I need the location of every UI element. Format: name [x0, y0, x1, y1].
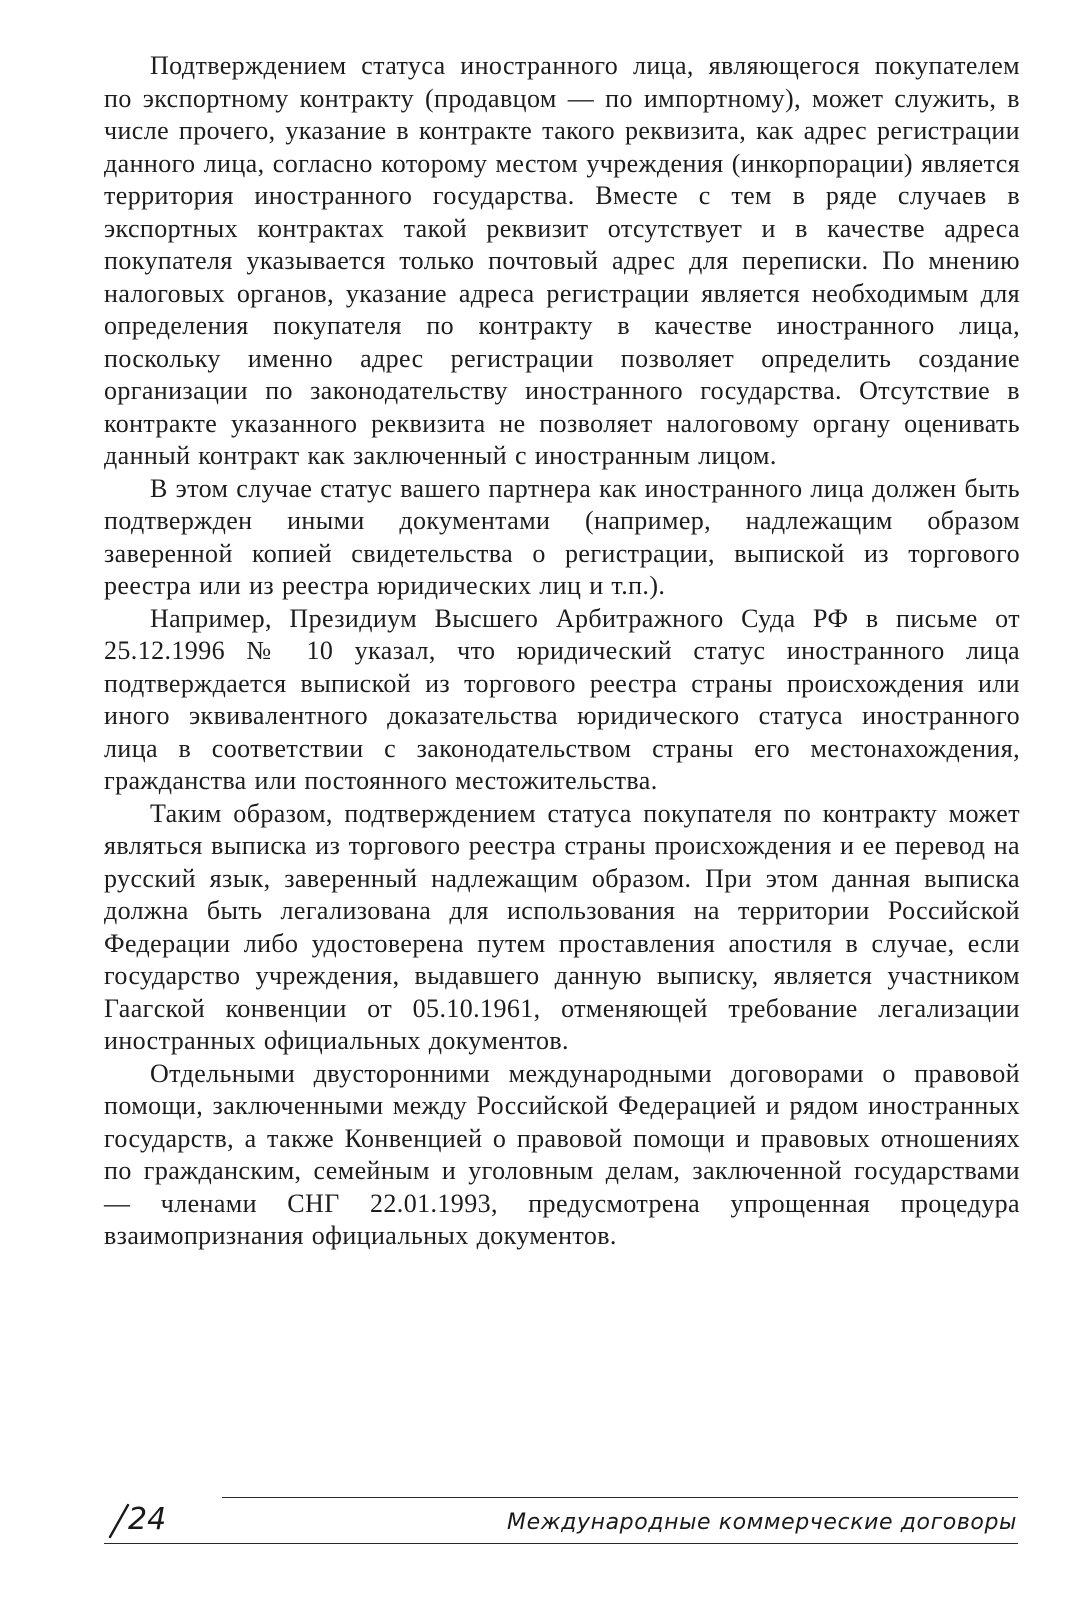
page-number: 24 — [128, 1502, 167, 1537]
paragraph-4: Таким образом, подтверждением статуса покупателя по контракту может являться выписка из торгового реестра страны происхождения и ее перевод на русский язык, заверенный надлежащим образом. При этом данная выписка должна быть легализована для использования на территории Российской Федерации либо удостоверена путем проставления апостиля в случае, если государство учреждения, выдавшего данную выписку, является участником Гаагской конвенции от 05.10.1961, отменяющей требование легализации иностранных официальных документов. — [104, 798, 1020, 1055]
paragraph-3: Например, Президиум Высшего Арбитражного Суда РФ в письме от 25.12.1996 № 10 указал, что юридический статус иностранного лица подтверждается выпиской из торгового реестра страны происхождения или иного эквивалентного доказательства юридического статуса иностранного лица в соответствии с законодательством страны его местонахождения, гражданства или постоянного местожительства. — [104, 603, 1020, 795]
document-body — [104, 50, 1020, 1253]
paragraph-2: В этом случае статус вашего партнера как иностранного лица должен быть подтвержден иными документами (например, надлежащим образом заверенной копией свидетельства о регистрации, выпиской из торгового реестра или из реестра юридических лиц и т.п.). — [104, 473, 1020, 600]
running-title: Международные коммерческие договоры — [507, 1510, 1017, 1535]
paragraph-1: Подтверждением статуса иностранного лица, являющегося покупателем по экспортному контракту (продавцом — по импортному), может служить, в числе прочего, указание в контракте такого реквизита, как адрес регистрации данного лица, согласно которому местом учреждения (инкорпорации) является территория иностранного государства. Вместе с тем в ряде случаев в экспортных контрактах такой реквизит отсутствует и в качестве адреса покупателя указывается только почтовый адрес для переписки. По мнению налоговых органов, указание адреса регистрации является необходимым для определения покупателя по контракту в качестве иностранного лица, поскольку именно адрес регистрации позволяет определить создание организации по законодательству иностранного государства. Отсутствие в контракте указанного реквизита не позволяет налоговому органу оценивать данный контракт как заключенный с иностранным лицом. — [104, 51, 1020, 470]
footer-top-rule — [222, 1497, 1018, 1498]
paragraph-5: Отдельными двусторонними международными договорами о правовой помощи, заключенными между Российской Федерацией и рядом иностранных государств, а также Конвенцией о правовой помощи и правовых отношениях по гражданским, семейным и уголовным делам, заключенной государствами — членами СНГ 22.01.1993, предусмотрена упрощенная процедура взаимопризнания официальных документов. — [104, 1058, 1020, 1250]
footer-bottom-rule — [104, 1543, 1018, 1544]
